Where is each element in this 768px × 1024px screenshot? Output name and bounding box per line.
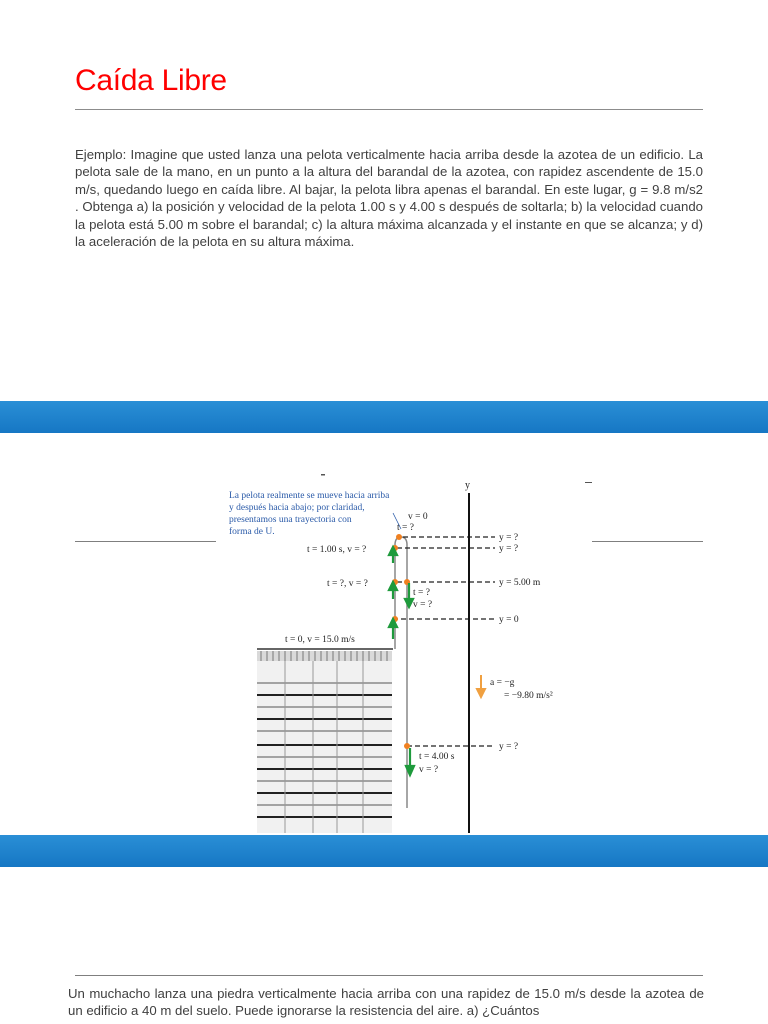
- label-t2b: t = ?: [413, 588, 430, 598]
- label-v4: v = ?: [419, 765, 439, 775]
- figure-caption-line-4: forma de U.: [229, 527, 275, 537]
- title-divider: [75, 109, 703, 110]
- velocity-arrows: [389, 547, 414, 775]
- label-a-line2: = −9.80 m/s²: [504, 691, 553, 701]
- label-top-t: t = ?: [397, 523, 414, 533]
- acceleration-arrow: [477, 675, 485, 697]
- page-title: Caída Libre: [75, 64, 227, 97]
- figure-caption-line-3: presentamos una trayectoria con: [229, 515, 352, 525]
- label-vy-q: v = ?: [413, 600, 433, 610]
- figure-caption-line-1: La pelota realmente se mueve hacia arriba: [229, 491, 390, 501]
- free-fall-figure: [215, 463, 593, 833]
- label-top-vy: v = 0: [408, 512, 428, 522]
- figure-mark: [321, 474, 325, 476]
- building: [257, 649, 393, 833]
- trajectory-path: [395, 537, 407, 808]
- label-t2: t = ?, v = ?: [327, 579, 368, 589]
- title-divider: [75, 975, 703, 976]
- label-y-q1: y = ?: [499, 533, 519, 543]
- label-y-q3: y = ?: [499, 742, 519, 752]
- slide-1: [0, 0, 768, 400]
- slide-separator-bar: [0, 401, 768, 433]
- label-y-q2: y = ?: [499, 544, 519, 554]
- label-y-5: y = 5.00 m: [499, 578, 541, 588]
- label-a-line1: a = −g: [490, 678, 515, 688]
- label-t0: t = 0, v = 15.0 m/s: [285, 635, 355, 645]
- slide-3: [0, 867, 768, 1024]
- slide-2: [0, 433, 768, 835]
- problem-paragraph: Un muchacho lanza una piedra verticalmente hacia arriba con una rapidez de 15.0 m/s desde la azotea de un edificio a 40 m del suelo. Puede ignorarse la resistencia del aire. a) ¿Cuántos: [68, 986, 704, 1019]
- slide-separator-bar: [0, 835, 768, 867]
- label-t4: t = 4.00 s: [419, 752, 455, 762]
- label-t1: t = 1.00 s, v = ?: [307, 545, 367, 555]
- label-y-0: y = 0: [499, 615, 519, 625]
- figure-mark: [585, 482, 592, 483]
- example-paragraph: Ejemplo: Imagine que usted lanza una pelota verticalmente hacia arriba desde la azotea de un edificio. La pelota sale de la mano, en un punto a la altura del barandal de la azotea, con rapidez ascendente de 15.0 m/s, quedando luego en caída libre. Al bajar, la pelota libra apenas el barandal. En este lugar, g = 9.8 m/s2 . Obtenga a) la posición y velocidad de la pelota 1.00 s y 4.00 s después de soltarla; b) la velocidad cuando la pelota está 5.00 m sobre el barandal; c) la altura máxima alcanzada y el instante en que se alcanza; y d) la aceleración de la pelota en su altura máxima.: [75, 147, 703, 250]
- right-divider: [592, 541, 703, 542]
- left-divider: [75, 541, 216, 542]
- y-axis-label: y: [465, 480, 470, 491]
- figure-caption-line-2: y después hacia abajo; por claridad,: [229, 503, 365, 513]
